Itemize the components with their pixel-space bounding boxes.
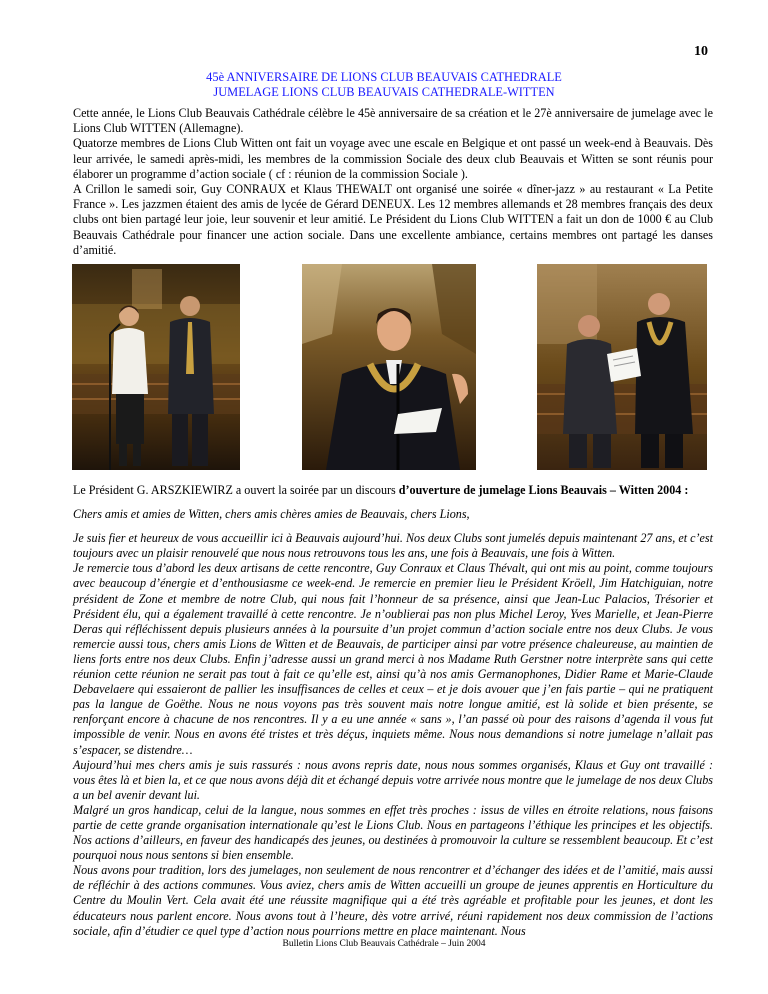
title-line-1: 45è ANNIVERSAIRE DE LIONS CLUB BEAUVAIS CATHEDRALE (206, 70, 562, 84)
title-line-2: JUMELAGE LIONS CLUB BEAUVAIS CATHEDRALE-WITTEN (213, 85, 555, 99)
intro-paragraph: A Crillon le samedi soir, Guy CONRAUX et Klaus THEWALT ont organisé une soirée « dîner-jazz » au restaurant « La Petite France ». Les jazzmen étaient des amis de lycée de Gérard DENEUX. Les 12 membres allemands et 28 membres français des deux clubs ont bien partagé leur joie, leur souvenir et leur amitié. Le Président du Lions Club WITTEN a fait un don de 1000 € au Club Beauvais Cathédrale pour financer une action sociale. Dans une excellente ambiance, certains membres ont partagé les danses d’amitié. (73, 182, 713, 257)
speech-paragraph: Malgré un gros handicap, celui de la langue, nous sommes en effet très proches : issus de villes en étroite relations, nous faisons partie de cette grande organisation internationale qu’est le Lions Club. Nous en partageons l’éthique les principes et les objectifs. Nos actions d’ailleurs, en faveur des handicapés des jeunes, ou destinées à promouvoir la culture se ressemblent beaucoup. Et c’est pourquoi nous nous sentons si bien ensemble. (73, 802, 713, 863)
speech-intro-text: Le Président G. ARSZKIEWIRZ a ouvert la soirée par un discours (73, 483, 399, 497)
speech-paragraph: Aujourd’hui mes chers amis je suis rassurés : nous avons repris date, nous nous sommes organisés, Klaus et Guy ont travaillé : vous êtes là et bien la, et ce que nous avons déjà dit et échangé depuis votre arrivée nous montre que le jumelage de nos deux Clubs a un bel avenir devant lui. (73, 757, 713, 802)
intro-paragraph: Quatorze membres de Lions Club Witten ont fait un voyage avec une escale en Belgique et ont passé un week-end à Beauvais. Dès leur arrivée, le samedi après-midi, les membres de la commission Sociale des deux club Beauvais et Witten se sont réunis pour élaborer un programme d’action sociale ( cf : réunion de la commission Sociale ). (73, 136, 713, 181)
photo-certificate-exchange (537, 264, 707, 470)
speech-paragraph: Nous avons pour tradition, lors des jumelages, non seulement de nous rencontrer et d’échanger des idées et de l’amitié, mais aussi de réfléchir à des actions communes. Vous aviez, chers amis de Witten accueilli un groupe de jeunes apprentis en Horticulture du Centre du Moulin Vert. Cela avait été une réussite magnifique qui a été très agréable et profitable pour les jeunes, et dont les éducateurs nous parlent encore. Nous avons tout à l’heure, dès votre arrivé, réuni rapidement nos deux commission de l’actions sociale, afin d’étudier ce quel type d’action nous pourrions mettre en place maintenant. Nous (73, 863, 713, 938)
speech-section (73, 483, 713, 939)
photo-president-speech (302, 264, 476, 470)
page-number: 10 (694, 44, 708, 59)
intro-paragraph: Cette année, le Lions Club Beauvais Cathédrale célèbre le 45è anniversaire de sa création et le 27è anniversaire de jumelage avec le Lions Club WITTEN (Allemagne). (73, 106, 713, 136)
speech-greeting: Chers amis et amies de Witten, chers amis chères amies de Beauvais, chers Lions, (73, 507, 470, 522)
intro-text (73, 106, 713, 258)
page-footer: Bulletin Lions Club Beauvais Cathédrale – Juin 2004 (282, 939, 486, 949)
speech-intro-bold: d’ouverture de jumelage Lions Beauvais – Witten 2004 : (398, 483, 689, 497)
photo-speaker-woman (72, 264, 240, 470)
speech-intro (73, 483, 713, 498)
speech-paragraph: Je suis fier et heureux de vous accueillir ici à Beauvais aujourd’hui. Nos deux Clubs sont jumelés depuis maintenant 27 ans, et c’est toujours avec un plaisir renouvelé que nous nous retrouvons tous les ans, une fois à Beauvais, une fois à Witten. (73, 531, 713, 561)
speech-paragraph: Je remercie tous d’abord les deux artisans de cette rencontre, Guy Conraux et Claus Thévalt, qui ont mis au point, comme toujours avec beaucoup d’énergie et d’enthousiasme ce week-end. Je remercie en premier lieu le Président Kröell, Jim Hatchiguian, notre président de Zone et membre de notre Club, qui nous fait l’honneur de sa présence, ainsi que Jean-Luc Palacios, Trésorier et Président élu, qui a également travaillé à cette rencontre. Je n’oublierai pas non plus Michel Leroy, Yves Marielle, et Jean-Pierre Deras qui réfléchissent depuis plusieurs années à la poursuite d’un projet commun d’action sociale entre nos deux Clubs. Je vous remercie aussi tous, chers amis Lions de Witten et de Beauvais, de participer ainsi par votre présence chaleureuse, au maintien de liens forts entre nos deux Clubs. Enfin j’adresse aussi un grand merci à nos Madame Ruth Gerstner notre interprète sans qui cette réunion cette réunion ne serait pas tout à fait ce qu’elle est, ainsi qu’à nos amis Germanophones, Didier Rame et Marie-Claude Debavelaere qui essaieront de pallier les insuffisances de celles et ceux – et je dois avouer que j’en fais partie – qui ne pratiquent pas la langue de Goëthe. Nous ne nous voyons pas très souvent mais notre longue amitié, est là solide et bien présente, se renforçant encore à chacune de nos rencontres. Il y a eu une année « sans », l’an passé où pour des raisons d’agenda il vous fut impossible de venir. Nous en avons été tristes et très déçus, inquiets même. Nous nous demandions si notre jumelage n’allait pas s’espacer, se distendre… (73, 561, 713, 757)
article-title (0, 70, 768, 100)
